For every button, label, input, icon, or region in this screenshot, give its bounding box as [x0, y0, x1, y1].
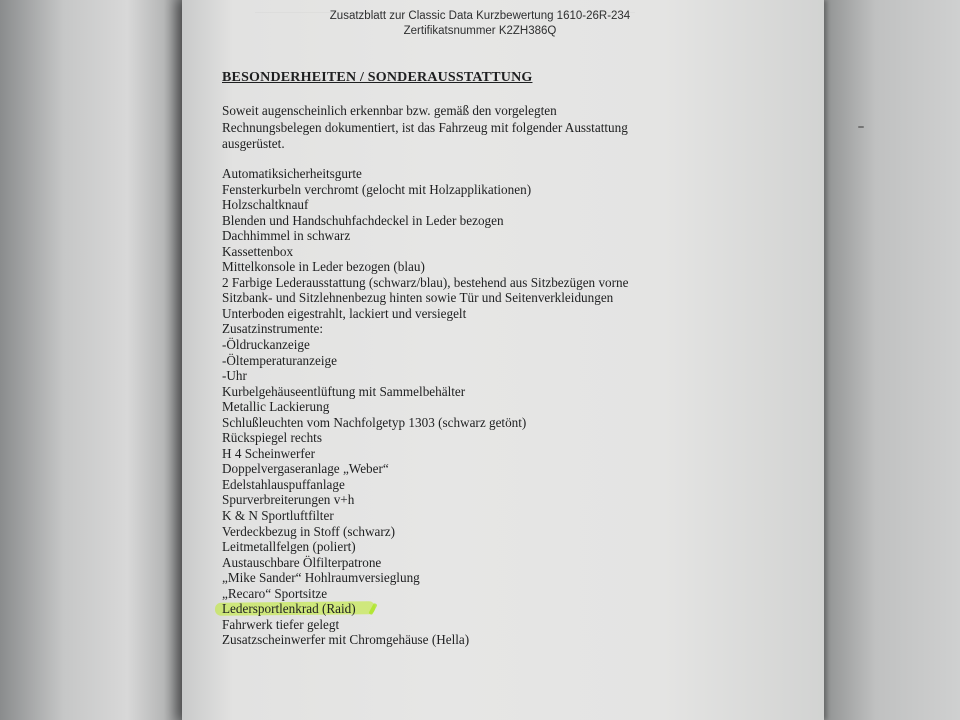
list-item: Holzschaltknauf — [222, 197, 309, 213]
list-item: Automatiksicherheitsgurte — [222, 166, 362, 181]
list-item: Metallic Lackierung — [222, 399, 330, 415]
right-surface — [820, 0, 960, 720]
list-item: Blenden und Handschuhfachdeckel in Leder bezogen — [222, 212, 504, 228]
list-item: -Uhr — [222, 368, 247, 384]
list-item: Kassettenbox — [222, 243, 294, 259]
list-item: Spurverbreiterungen v+h — [222, 492, 355, 508]
list-item: K & N Sportluftfilter — [222, 508, 334, 524]
intro-line: Soweit augenscheinlich erkennbar bzw. gemäß den vorgelegten — [222, 103, 557, 118]
list-item: Doppelvergaseranlage „Weber“ — [222, 461, 389, 477]
equipment-list — [222, 166, 742, 648]
list-item: Unterboden eigestrahlt, lackiert und versiegelt — [222, 305, 467, 321]
list-item: Fensterkurbeln verchromt (gelocht mit Holzapplikationen) — [222, 181, 532, 197]
list-item: Fahrwerk tiefer gelegt — [222, 616, 340, 632]
list-item: Sitzbank- und Sitzlehnenbezug hinten sowie Tür und Seitenverkleidungen — [222, 290, 614, 306]
list-item: -Öltemperaturanzeige — [222, 352, 337, 368]
intro-line: ausgerüstet. — [222, 136, 285, 151]
document-header — [300, 9, 660, 39]
left-page-edge — [0, 0, 182, 720]
list-item: Kurbelgehäuseentlüftung mit Sammelbehälter — [222, 383, 466, 399]
list-item: „Recaro“ Sportsitze — [222, 585, 328, 601]
list-item: Dachhimmel in schwarz — [222, 228, 351, 244]
section-title: BESONDERHEITEN / SONDERAUSSTATTUNG — [222, 70, 533, 85]
intro-paragraph — [222, 103, 662, 153]
list-item: „Mike Sander“ Hohlraumversieglung — [222, 570, 420, 586]
list-item: Edelstahlauspuffanlage — [222, 476, 345, 492]
list-item: Zusatzinstrumente: — [222, 321, 324, 337]
list-item: Verdeckbezug in Stoff (schwarz) — [222, 523, 395, 539]
list-item: Rückspiegel rechts — [222, 430, 322, 446]
list-item-highlighted: Ledersportlenkrad (Raid) — [222, 601, 356, 617]
list-item: -Öldruckanzeige — [222, 337, 310, 353]
list-item: H 4 Scheinwerfer — [222, 445, 316, 461]
intro-line: Rechnungsbelegen dokumentiert, ist das Fahrzeug mit folgender Ausstattung — [222, 119, 628, 135]
list-item: Mittelkonsole in Leder bezogen (blau) — [222, 259, 425, 275]
header-line-2: Zertifikatsnummer K2ZH386Q — [403, 25, 557, 37]
list-item: Leitmetallfelgen (poliert) — [222, 539, 356, 555]
list-item: Austauschbare Ölfilterpatrone — [222, 554, 382, 570]
list-item: 2 Farbige Lederausstattung (schwarz/blau), bestehend aus Sitzbezügen vorne — [222, 274, 629, 290]
list-item: Schlußleuchten vom Nachfolgetyp 1303 (schwarz getönt) — [222, 414, 527, 430]
header-line-1: Zusatzblatt zur Classic Data Kurzbewertung 1610-26R-234 — [329, 10, 631, 22]
list-item: Zusatzscheinwerfer mit Chromgehäuse (Hella) — [222, 632, 470, 648]
dust-speck — [858, 126, 864, 128]
